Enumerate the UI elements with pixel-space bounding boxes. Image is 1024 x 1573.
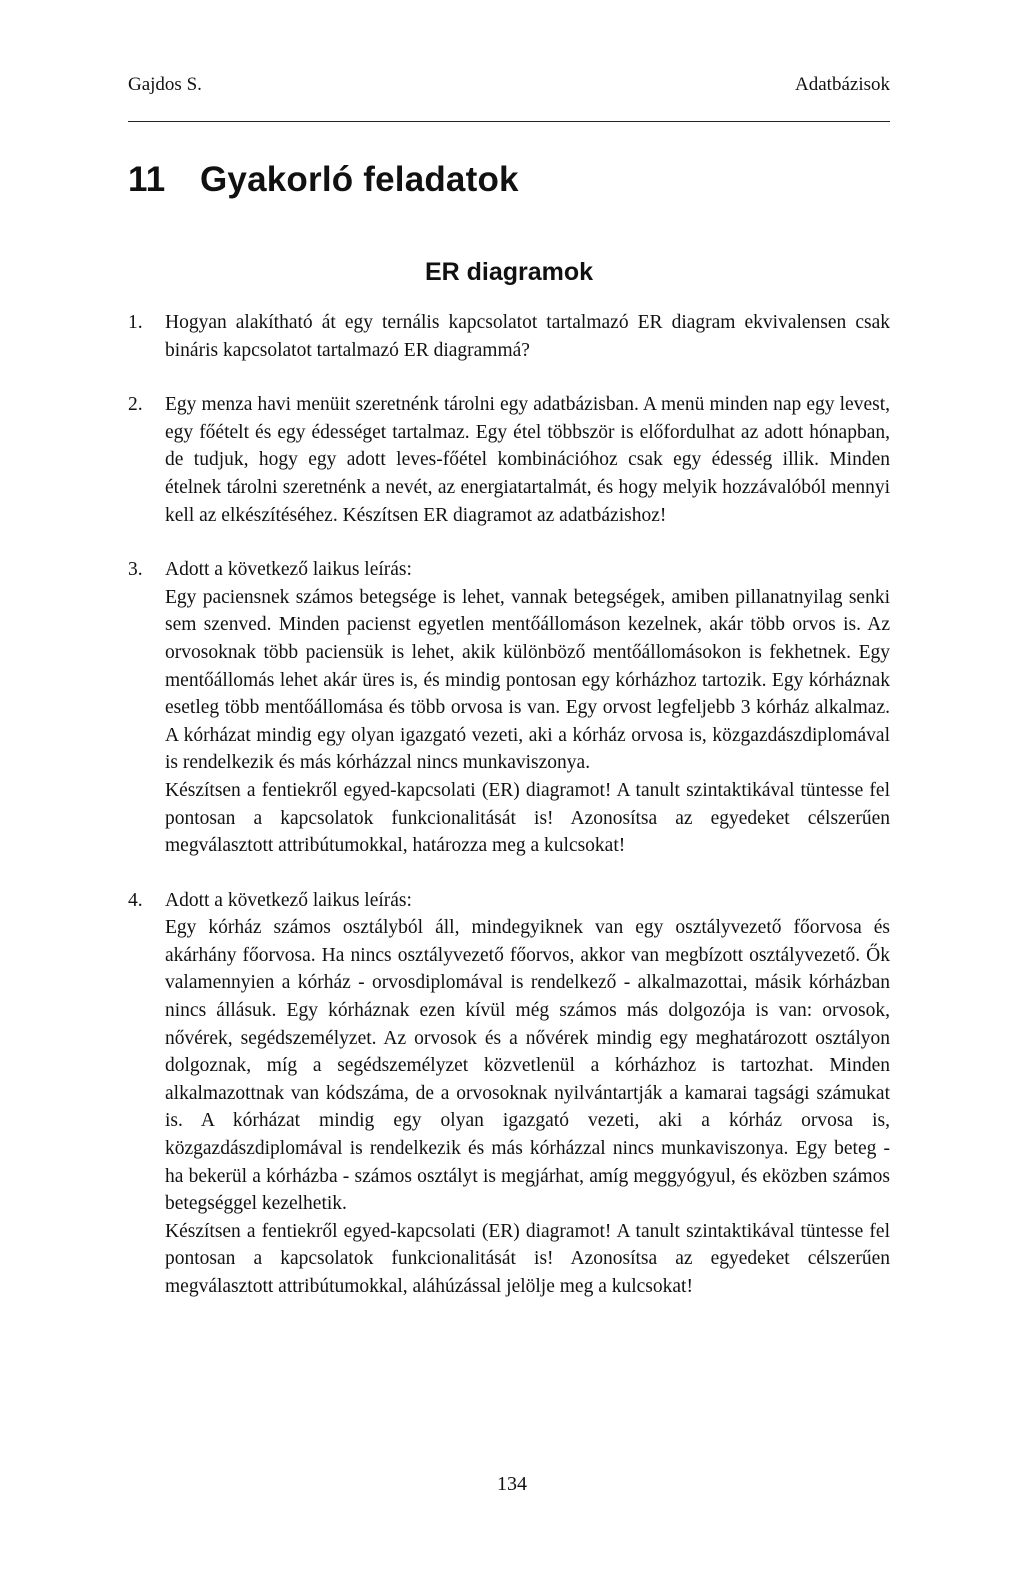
exercise-paragraph: Egy menza havi menüit szeretnénk tárolni egy adatbázisban. A menü minden nap egy levest, egy főételt és egy édességet tartalmaz. Egy étel többször is előfordulhat az adott hónapban, de tudjuk, hogy egy adott leves-főétel kombinációhoz csak egy édesség illik. Minden ételnek tárolni szeretnénk a nevét, az energiatartalmát, és hogy melyik hozzávalóból mennyi kell az elkészítéséhez. Készítsen ER diagramot az adatbázishoz!	[165, 394, 890, 526]
chapter-title	[128, 160, 519, 200]
exercise-description: Egy paciensnek számos betegsége is lehet, vannak betegségek, amiben pillanatnyilag senki sem szenved. Minden pacienst egyetlen mentőállomáson kezelnek, akár több orvos is. Az orvosoknak több paciensük is lehet, akik különböző mentőállomásokon is fekhetnek. Egy mentőállomás lehet akár üres is, és mindig pontosan egy kórházhoz tartozik. Egy kórháznak esetleg több mentőállomása és több orvosa is van. Egy orvost legfeljebb 3 kórház alkalmaz. A kórházat mindig egy olyan igazgató vezeti, aki a kórház orvosa is, közgazdászdiplomával is rendelkezik és más kórházzal nincs munkaviszonya.	[165, 586, 890, 774]
exercise-body	[165, 391, 890, 529]
header-book-title: Adatbázisok	[795, 74, 890, 95]
exercise-body	[165, 887, 890, 1301]
chapter-title-text: Gyakorló feladatok	[200, 160, 519, 199]
exercise-number: 4.	[128, 889, 143, 911]
header-rule	[128, 121, 890, 122]
exercise-body	[165, 309, 890, 364]
exercise-number: 3.	[128, 559, 143, 581]
exercise-task: Készítsen a fentiekről egyed-kapcsolati (ER) diagramot! A tanult szintaktikával tüntesse fel pontosan a kapcsolatok funkcionalitását is! Azonosítsa az egyedeket célszerűen megválasztott attribútumokkal, aláhúzással jelölje meg a kulcsokat!	[165, 1220, 890, 1297]
chapter-number: 11	[128, 160, 166, 199]
exercise-intro: Adott a következő laikus leírás:	[165, 559, 412, 581]
exercise-paragraph: Hogyan alakítható át egy ternális kapcsolatot tartalmazó ER diagram ekvivalensen csak bináris kapcsolatot tartalmazó ER diagrammá?	[165, 312, 890, 361]
exercise-number: 1.	[128, 312, 143, 333]
exercise-list	[128, 309, 890, 1328]
page-number: 134	[497, 1473, 527, 1495]
exercise-body	[165, 556, 890, 860]
exercise-task: Készítsen a fentiekről egyed-kapcsolati (ER) diagramot! A tanult szintaktikával tüntesse fel pontosan a kapcsolatok funkcionalitását is! Azonosítsa az egyedeket célszerűen megválasztott attribútumokkal, határozza meg a kulcsokat!	[165, 779, 890, 857]
exercise-2	[128, 391, 890, 529]
exercise-intro: Adott a következő laikus leírás:	[165, 889, 412, 911]
exercise-number: 2.	[128, 394, 143, 416]
header-author: Gajdos S.	[128, 74, 202, 95]
exercise-1	[128, 309, 890, 364]
running-header	[128, 74, 890, 96]
section-title: ER diagramok	[424, 258, 594, 286]
exercise-3	[128, 556, 890, 860]
exercise-description: Egy kórház számos osztályból áll, mindegyiknek van egy osztályvezető főorvosa és akárhány főorvosa. Ha nincs osztályvezető főorvos, akkor van megbízott osztályvezető. Ők valamennyien a kórház - orvosdiplomával is rendelkező - alkalmazottai, másik kórházban nincs állásuk. Egy kórháznak ezen kívül még számos más dolgozója is van: orvosok, nővérek, segédszemélyzet. Az orvosok és a nővérek mindig egy meghatározott osztályon dolgoznak, míg a segédszemélyzet közvetlenül a kórházhoz is tartozhat. Minden alkalmazottnak van kódszáma, de a orvosoknak nyilvántartják a kamarai tagsági számukat is. A kórházat mindig egy olyan igazgató vezeti, aki a kórház orvosa is, közgazdászdiplomával is rendelkezik és más kórházzal nincs munkaviszonya. Egy beteg - ha bekerül a kórházba - számos osztályt is megjárhat, amíg meggyógyul, és eközben számos betegséggel kezelhetik.	[165, 917, 890, 1215]
exercise-4	[128, 887, 890, 1301]
